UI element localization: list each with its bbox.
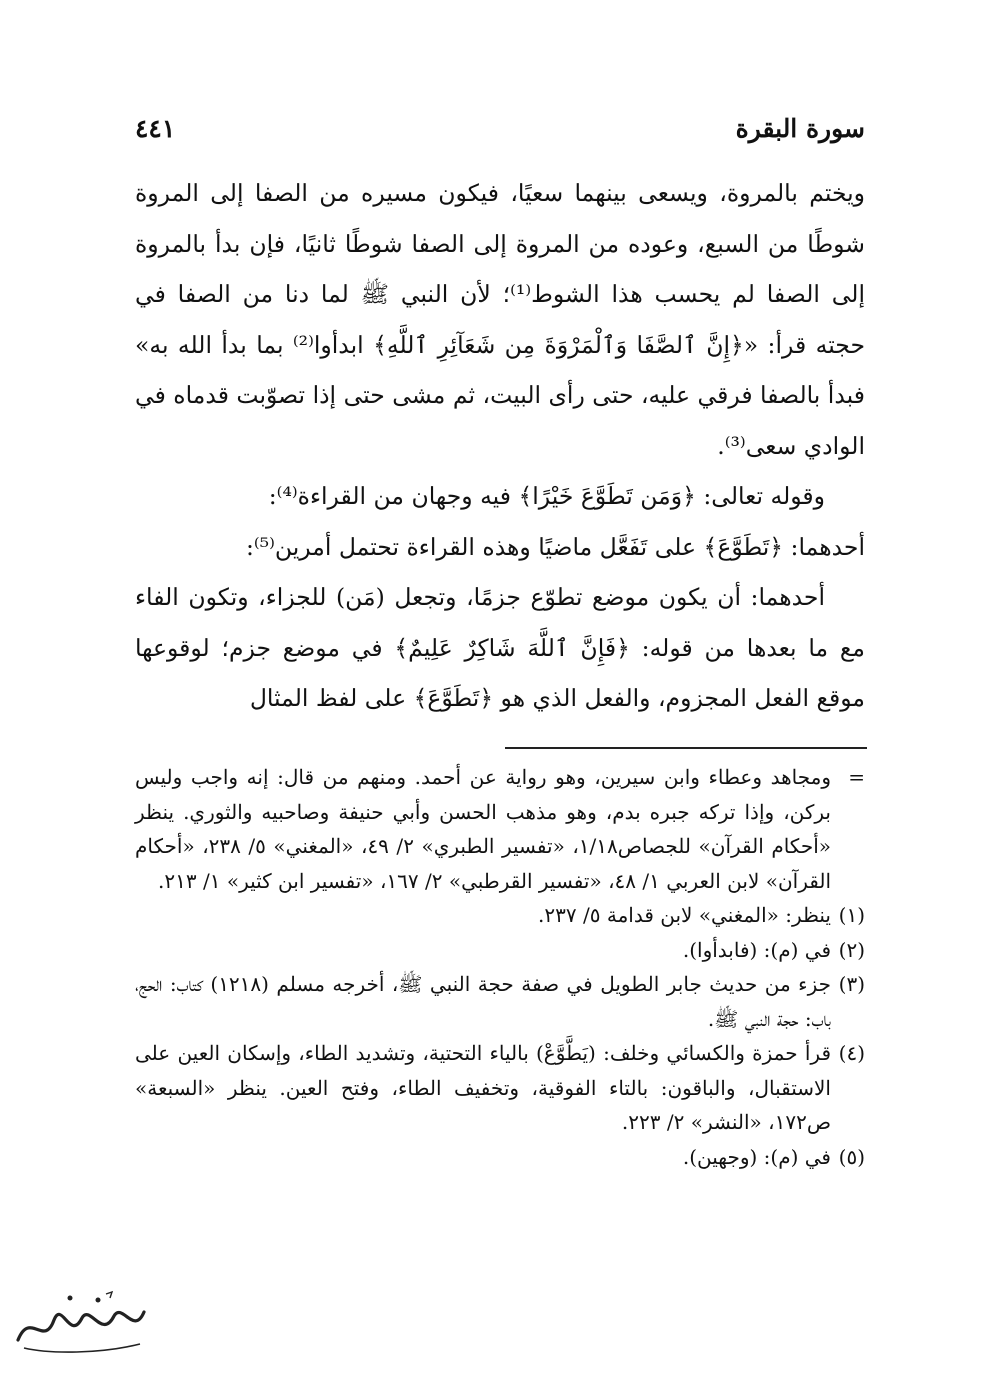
- main-text: [135, 168, 865, 724]
- footnote-text: قرأ حمزة والكسائي وخلف: (يَطَّوَّعْ) بالياء التحتية، وتشديد الطاء، وإسكان العين على الاستقبال، والباقون: بالتاء الفوقية، وتخفيف الطاء، وفتح العين. ينظر «السبعة» ص١٧٢، «النشر» ٢/ ٢٢٣.: [135, 1041, 832, 1134]
- watermark-logo: [10, 1290, 150, 1358]
- page-header: [135, 108, 865, 148]
- footnote-mark: (١): [838, 903, 865, 927]
- footnote-separator: [505, 747, 867, 749]
- footnote-text: جزء من حديث جابر الطويل في صفة حجة النبي ﷺ، أخرجه مسلم (١٢١٨) كتاب: الحج، باب: حجة النبي ﷺ.: [135, 972, 831, 1031]
- surah-title: سورة البقرة: [735, 113, 865, 143]
- paragraph-2: وقوله تعالى: ﴿وَمَن تَطَوَّعَ خَيْرًا﴾ فيه وجهان من القراءة⁽⁴⁾:: [268, 482, 825, 510]
- footnote-mark: (٢): [838, 937, 865, 962]
- footnote-4: [135, 1036, 865, 1140]
- footnote-1: [135, 898, 865, 933]
- footnote-continuation: [135, 760, 865, 898]
- footnote-mark: (٤): [838, 1041, 865, 1065]
- paragraph-4: أحدهما: أن يكون موضع تطوّع جزمًا، وتجعل (مَن) للجزاء، وتكون الفاء مع ما بعدها من قوله: ﴿فَإِنَّ ٱللَّهَ شَاكِرٌ عَلِيمٌ﴾ في موضع جزم؛ لوقوعها موقع الفعل المجزوم، والفعل الذي هو ﴿تَطَوَّعَ﴾ على لفظ المثال: [135, 583, 865, 712]
- footnotes: [135, 760, 865, 1174]
- paragraph-1: ويختم بالمروة، ويسعى بينهما سعيًا، فيكون مسيره من الصفا إلى المروة شوطًا من السبع، وعوده من المروة إلى الصفا شوطًا ثانيًا، فإن بدأ بالمروة إلى الصفا لم يحسب هذا الشوط⁽¹⁾؛ لأن النبي ﷺ لما دنا من الصفا في حجته قرأ: «﴿إِنَّ ٱلصَّفَا وَٱلْمَرْوَةَ مِن شَعَآئِرِ ٱللَّهِ﴾ ابدأوا⁽²⁾ بما بدأ الله به» فبدأ بالصفا فرقي عليه، حتى رأى البيت، ثم مشى حتى إذا تصوّبت قدماه في الوادي سعى⁽³⁾.: [135, 179, 865, 460]
- paragraph-3: أحدهما: ﴿تَطَوَّعَ﴾ على تَفَعَّل ماضيًا وهذه القراءة تحتمل أمرين⁽⁵⁾:: [245, 532, 865, 561]
- footnote-3: [135, 967, 865, 1036]
- footnote-5: [135, 1140, 865, 1175]
- page-number: ٤٤١: [135, 113, 176, 143]
- footnote-text: ينظر: «المغني» لابن قدامة ٥/ ٢٣٧.: [538, 903, 831, 927]
- footnote-text: ومجاهد وعطاء وابن سيرين، وهو رواية عن أحمد. ومنهم من قال: إنه واجب وليس بركن، وإذا تركه جبره بدم، وهو مذهب الحسن وأبي حنيفة وصاحبيه والثوري. ينظر «أحكام القرآن» للجصاص١/١٨، «تفسير الطبري» ٢/ ٤٩، «المغني» ٥/ ٢٣٨، «أحكام القرآن» لابن العربي ١/ ٤٨، «تفسير القرطبي» ٢/ ١٦٧، «تفسير ابن كثير» ١/ ٢١٣.: [135, 765, 831, 893]
- footnote-mark: =: [848, 765, 865, 789]
- footnote-2: [135, 933, 865, 968]
- footnote-mark: (٣): [838, 972, 865, 996]
- footnote-text: في (م): (فابدأوا).: [682, 937, 831, 962]
- footnote-mark: (٥): [838, 1144, 865, 1169]
- footnote-text: في (م): (وجهين).: [682, 1144, 831, 1169]
